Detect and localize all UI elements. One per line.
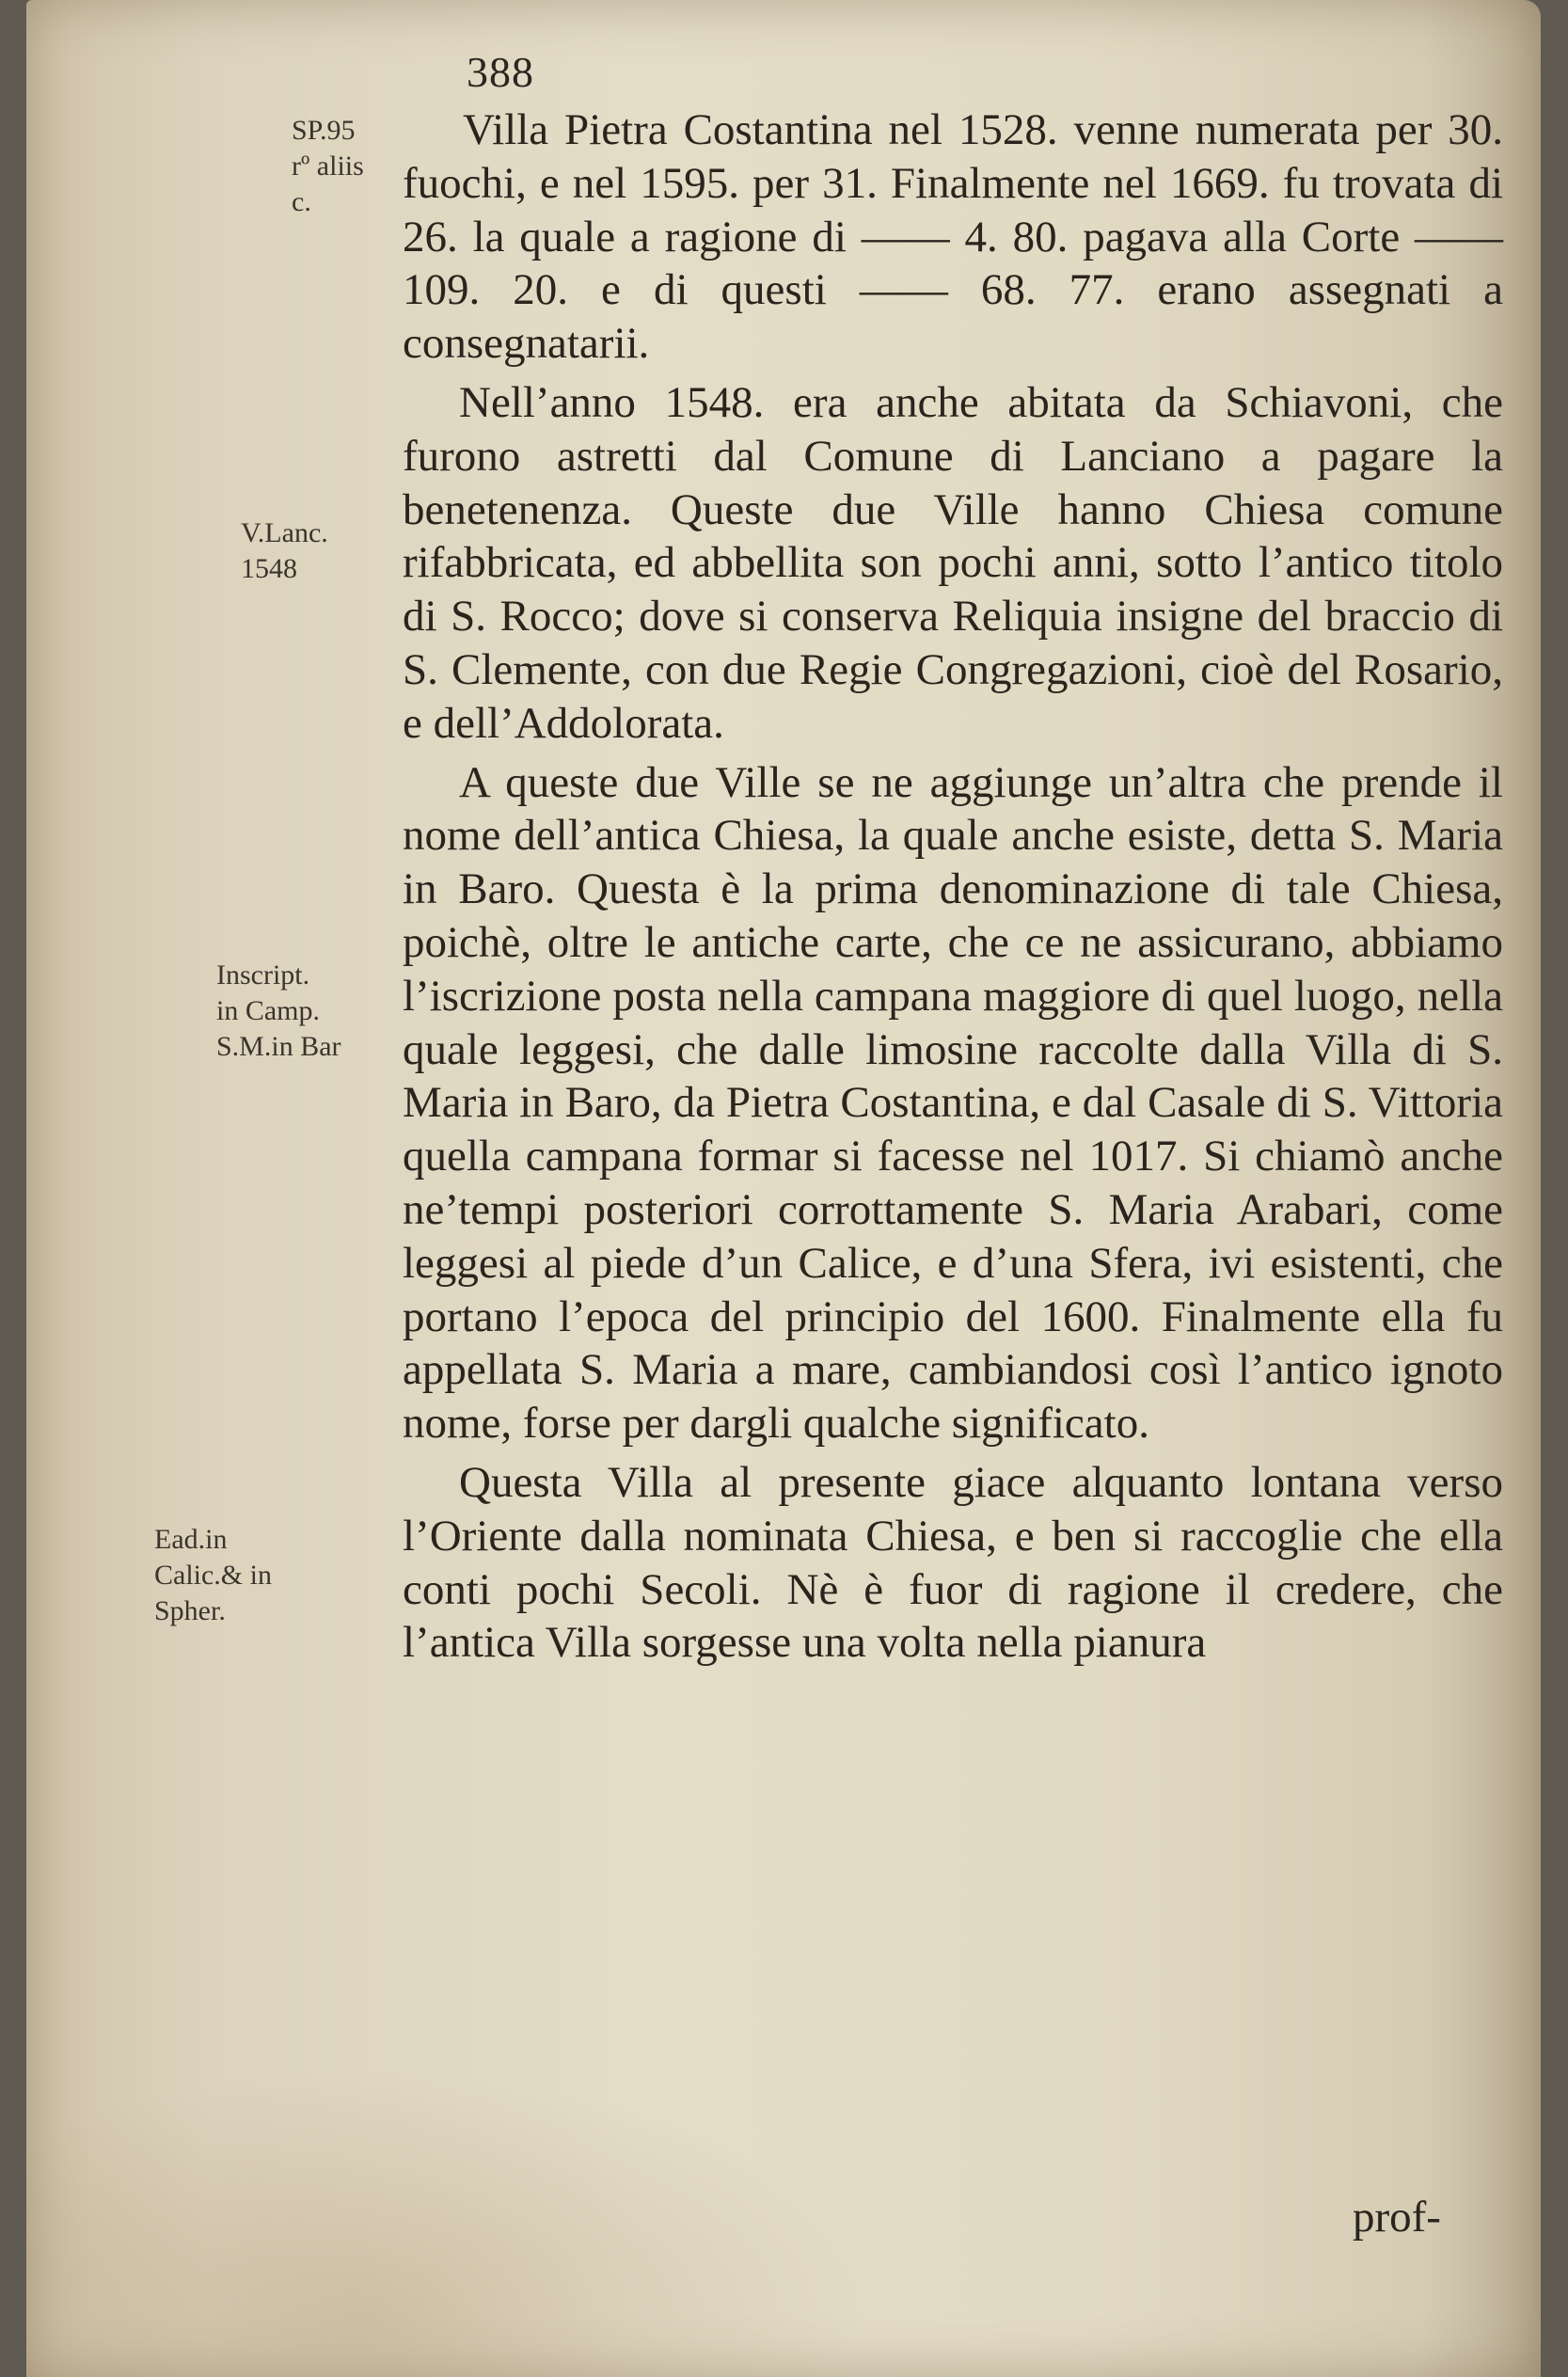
catchword: prof-: [1353, 2193, 1441, 2242]
paragraph: Questa Villa al presente giace alquanto lontana verso l’Oriente dalla nominata Chiesa, e ben si raccoglie che ella conti pochi Secoli. Nè è fuor di ragione il credere, che l’antica Villa sorgesse una volta nella pianura: [403, 1457, 1503, 1668]
book-page: [26, 0, 1541, 2377]
paragraph: A queste due Ville se ne aggiunge un’altra che prende il nome dell’antica Chiesa, la quale anche esiste, detta S. Maria in Baro. Questa è la prima denominazione di tale Chiesa, poichè, oltre le antiche carte, che ce ne assicurano, abbiamo l’iscrizione posta nella campana maggiore di quel luogo, nella quale leggesi, che dalle limosine raccolte dalla Villa di S. Maria in Baro, da Pietra Costantina, e dal Casale di S. Vittoria quella campana formar si facesse nel 1017. Si chiamò anche ne’tempi posteriori corrottamente S. Maria Arabari, come leggesi al piede d’un Calice, e d’una Sfera, ivi esistenti, che portano l’epoca del principio del 1600. Finalmente ella fu appellata S. Maria a mare, cambiandosi così l’antico ignoto nome, forse per dargli qualche significato.: [403, 757, 1503, 1449]
page-stain: [26, 2069, 873, 2377]
margin-note-sp95: SP.95 rº aliis c.: [292, 115, 364, 217]
page-number: 388: [467, 48, 534, 96]
paragraph: Villa Pietra Costantina nel 1528. venne numerata per 30. fuochi, e nel 1595. per 31. Finalmente nel 1669. fu trovata di 26. la quale a ragione di —— 4. 80. pagava alla Corte —— 109. 20. e di questi —— 68. 77. erano assegnati a consegnatarii.: [403, 105, 1503, 369]
margin-note-lanciano: V.Lanc. 1548: [241, 517, 328, 584]
margin-note-inscription: Inscript. in Camp. S.M.in Bar: [216, 959, 341, 1062]
body-text: [403, 103, 1503, 1675]
margin-note-calice: Ead.in Calic.& in Spher.: [154, 1524, 272, 1626]
paragraph: Nell’anno 1548. era anche abitata da Schiavoni, che furono astretti dal Comune di Lanciano a pagare la benetenenza. Queste due Ville hanno Chiesa comune rifabbricata, ed abbellita son pochi anni, sotto l’antico titolo di S. Rocco; dove si conserva Reliquia insigne del braccio di S. Clemente, con due Regie Congregazioni, cioè del Rosario, e dell’Addolorata.: [403, 377, 1503, 748]
